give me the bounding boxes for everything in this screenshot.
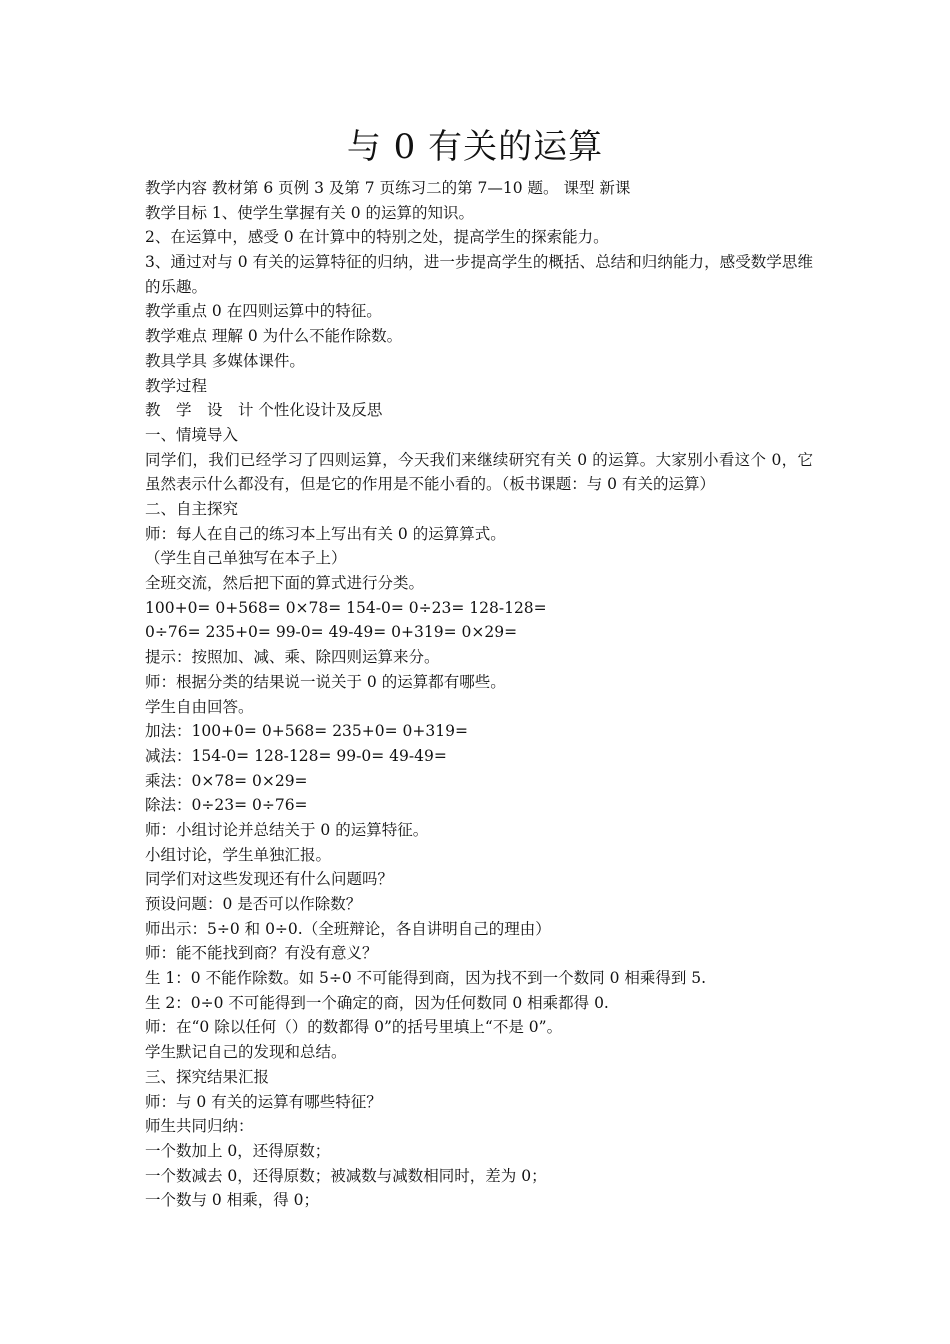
text-line: 生 1：0 不能作除数。如 5÷0 不可能得到商，因为找不到一个数同 0 相乘得到 5. [145,969,707,988]
subtraction-line: 减法：154-0= 128-128= 99-0= 49-49= [145,746,447,765]
document-body [145,176,813,1213]
lesson-goal-line-3: 3、通过对与 0 有关的运算特征的归纳，进一步提高学生的概括、总结和归纳能力，感受数学思维的乐趣。 [145,253,813,296]
lesson-goal-line-1: 教学目标 1、使学生掌握有关 0 的运算的知识。 [145,203,475,222]
text-line: 师：每人在自己的练习本上写出有关 0 的运算算式。 [145,524,506,543]
lesson-process-heading: 教学过程 [145,376,208,395]
text-line: 同学们对这些发现还有什么问题吗？ [145,870,394,889]
text-line: 学生自由回答。 [145,697,254,716]
text-line: 一个数加上 0，还得原数； [145,1141,331,1160]
text-line: 预设问题：0 是否可以作除数？ [145,895,362,913]
section-heading-1: 一、情境导入 [145,425,239,444]
lesson-design-heading: 教 学 设 计 个性化设计及反思 [145,401,383,420]
section-heading-3: 三、探究结果汇报 [145,1067,270,1086]
lesson-difficulty: 教学难点 理解 0 为什么不能作除数。 [145,327,403,346]
text-line: 师出示：5÷0 和 0÷0.（全班辩论，各自讲明自己的理由） [145,919,551,938]
formula-line: 0÷76= 235+0= 99-0= 49-49= 0+319= 0×29= [145,623,518,642]
lesson-content-line: 教学内容 教材第 6 页例 3 及第 7 页练习二的第 7—10 题。 课型 新课 [145,179,631,197]
text-line: 生 2：0÷0 不可能得到一个确定的商，因为任何数同 0 相乘都得 0. [145,993,609,1012]
text-line: 师：与 0 有关的运算有哪些特征？ [145,1092,382,1111]
text-line: 一个数与 0 相乘，得 0； [145,1191,320,1210]
text-line: 师：在“0 除以任何（）的数都得 0”的括号里填上“不是 0”。 [145,1018,563,1037]
page-title: 与 0 有关的运算 [346,127,604,167]
text-line: 师：小组讨论并总结关于 0 的运算特征。 [145,820,429,839]
formula-line: 100+0= 0+568= 0×78= 154-0= 0÷23= 128-128= [145,598,547,617]
text-line: 全班交流，然后把下面的算式进行分类。 [145,574,425,593]
lesson-tools: 教具学具 多媒体课件。 [145,351,305,370]
text-line: 一个数减去 0，还得原数；被减数与减数相同时，差为 0； [145,1166,547,1185]
lesson-key-point: 教学重点 0 在四则运算中的特征。 [145,302,382,321]
intro-paragraph: 同学们，我们已经学习了四则运算，今天我们来继续研究有关 0 的运算。大家别小看这个 0，它虽然表示什么都没有，但是它的作用是不能小看的。（板书课题：与 0 有关的运算） [145,450,813,494]
text-line: 提示：按照加、减、乘、除四则运算来分。 [145,648,440,667]
text-line: （学生自己单独写在本子上） [145,549,347,568]
multiplication-line: 乘法：0×78= 0×29= [145,771,308,790]
text-line: 小组讨论，学生单独汇报。 [145,845,332,864]
addition-line: 加法：100+0= 0+568= 235+0= 0+319= [145,722,468,741]
text-line: 师：根据分类的结果说一说关于 0 的运算都有哪些。 [145,672,506,691]
text-line: 学生默记自己的发现和总结。 [145,1043,347,1062]
text-line: 师生共同归纳： [145,1117,254,1136]
section-heading-2: 二、自主探究 [145,500,239,518]
division-line: 除法：0÷23= 0÷76= [145,796,308,815]
lesson-goal-line-2: 2、在运算中，感受 0 在计算中的特别之处，提高学生的探索能力。 [145,228,609,247]
text-line: 师：能不能找到商？有没有意义？ [145,944,378,963]
